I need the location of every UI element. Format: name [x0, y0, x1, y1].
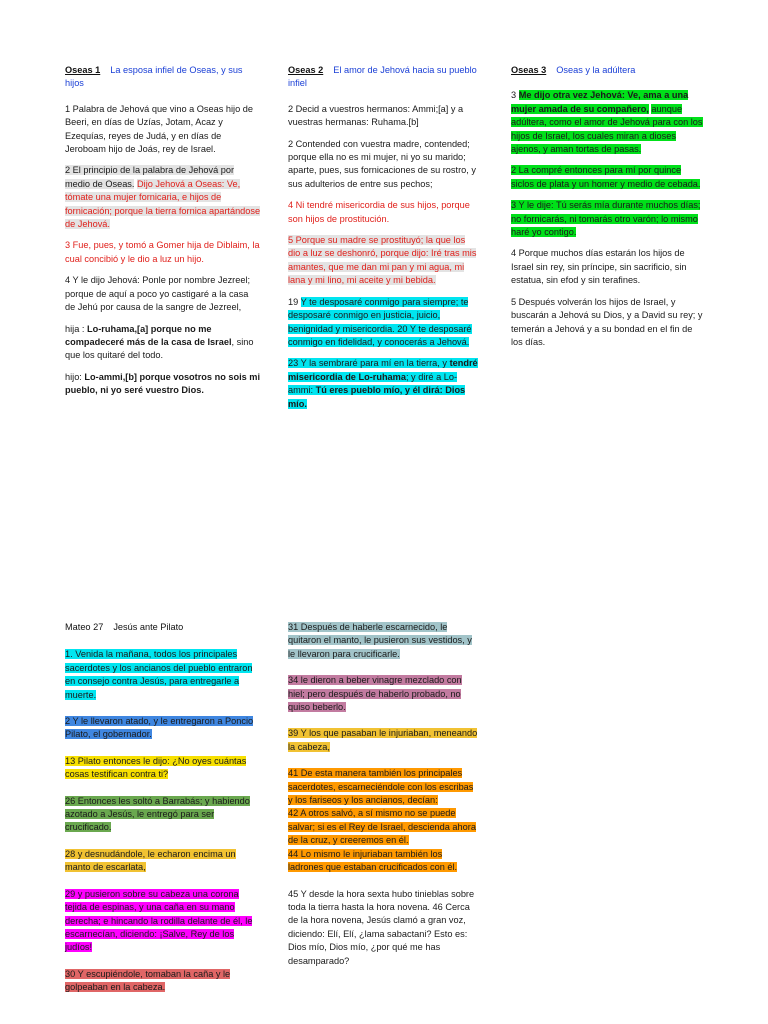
chapter-title: Oseas y la adúltera [556, 65, 636, 75]
verse-2b: 2 Contended con vuestra madre, contended; porque ella no es mi mujer, ni yo su marido; aparte, pues, sus fornicaciones de su rostro, y sus adulterios de entre sus pechos; [288, 138, 476, 189]
chapter-ref: Oseas 1 [65, 65, 101, 75]
mateo-27-column-1 [65, 621, 261, 1008]
chapter-title: El amor de Jehová hacia su pueblo infiel [288, 65, 477, 89]
verse-5: 5 Después volverán los hijos de Israel, y buscarán a Jehová su Dios, y a David su rey; y temerán a Jehová y a su bondad en el fin de los días. [511, 296, 703, 347]
verse-13 [65, 755, 261, 782]
verses-45-46: 45 Y desde la hora sexta hubo tinieblas sobre toda la tierra hasta la hora novena. 46 Cerca de la hora novena, Jesús clamó a gran voz, diciendo: Elí, Elí, ¿lama sabactani? Esto es: Dios mío, Dios mío, ¿por qué me has desamparado? [288, 888, 475, 966]
verse-31-text: 31 Después de haberle escarnecido, le quitaron el manto, le pusieron sus vestidos, y le llevaron para crucificarle. [288, 622, 472, 659]
verse-2 [65, 164, 261, 231]
verse-2-text: 2 La compré entonces para mí por quince siclos de plata y un homer y medio de cebada. [511, 165, 701, 189]
verse-30 [65, 968, 261, 995]
verse-23-a: 23 Y la sembraré para mí en la tierra, y [288, 358, 447, 369]
verse-19 [288, 296, 480, 350]
hijo-name: Lo-ammi,[b] porque vosotros no sois mi pueblo, ni yo seré vuestro Dios. [65, 371, 261, 396]
mateo-27-column-2 [288, 621, 480, 981]
verse-19-text: Y te desposaré conmigo para siempre; te desposaré conmigo en justicia, juicio, benignidad y misericordia. 20 Y te desposaré conmigo en fidelidad, y conocerás a Jehová. [288, 296, 472, 347]
oseas-2-column [288, 64, 480, 419]
hijo-label: hijo: [65, 371, 82, 382]
verse-28 [65, 848, 261, 875]
verse-5-text: 5 Porque su madre se prostituyó; la que los dio a luz se deshonró, porque dijo: Iré tras mis amantes, que me dan mi pan y mi agua, mi lana y mi lino, mi aceite y mi bebida. [288, 235, 477, 286]
oseas-3-column [511, 64, 703, 357]
verse-2 [65, 715, 261, 742]
verse-1-text: 1. Venida la mañana, todos los principales sacerdotes y los ancianos del pueblo entraron en consejo contra Jesús, para entregarle a muerte. [65, 649, 253, 700]
verse-3 [511, 199, 703, 239]
verse-4: 4 Porque muchos días estarán los hijos de Israel sin rey, sin príncipe, sin sacrificio, sin estatua, sin efod y sin terafines. [511, 248, 687, 286]
verse-5 [288, 234, 480, 288]
verse-23-c: ; y diré a Lo-ammi: [288, 371, 458, 396]
verse-3-text: 3 Y le dije: Tú serás mía durante muchos días; no fornicarás, ni tomarás otro varón; lo mismo haré yo contigo. [511, 200, 701, 238]
oseas-1-heading [65, 64, 261, 91]
verses-41-44 [288, 767, 480, 874]
verse-34 [288, 674, 480, 714]
verse-4: 4 Ni tendré misericordia de sus hijos, porque son hijos de prostitución. [288, 200, 470, 224]
verse-34-text: 34 le dieron a beber vinagre mezclado con hiel; pero después de haberlo probado, no quiso beberlo. [288, 675, 462, 713]
chapter-ref: Oseas 2 [288, 65, 324, 75]
oseas-3-heading [511, 64, 703, 77]
verse-23-text [288, 358, 478, 408]
verse-28-text: 28 y desnudándole, le echaron encima un manto de escarlata, [65, 848, 236, 873]
verse-1: 1 Palabra de Jehová que vino a Oseas hijo de Beeri, en días de Uzías, Jotam, Acaz y Ezequías, reyes de Judá, y en días de Jeroboam hijo de Joás, rey de Israel. [65, 103, 253, 155]
verse-41-text: 41 De esta manera también los principales sacerdotes, escarneciéndole con los escribas y los fariseos y los ancianos, decían: [288, 768, 474, 806]
verse-4: 4 Y le dijo Jehová: Ponle por nombre Jezreel; porque de aquí a poco yo castigaré a la casa de Jehú por causa de la sangre de Jezreel, [65, 275, 251, 313]
verse-3: 3 Fue, pues, y tomó a Gomer hija de Diblaim, la cual concibió y le dio a luz un hijo. [65, 240, 260, 264]
chapter-ref: Mateo 27 [65, 622, 104, 632]
verse-2 [511, 164, 703, 191]
verse-31 [288, 621, 480, 661]
verse-1-bold: Me dijo otra vez Jehová: Ve, ama a una mujer amada de su compañero, [511, 90, 689, 114]
verse-2: 2 Decid a vuestros hermanos: Ammi;[a] y a vuestras hermanas: Ruhama.[b] [288, 103, 464, 128]
verse-39 [288, 727, 480, 754]
verse-1-rest: aunque adúltera, como el amor de Jehová para con los hijos de Israel, los cuales miran a dioses ajenos, y aman tortas de pasas. [511, 103, 703, 155]
mateo-27-heading [65, 621, 261, 634]
oseas-2-heading [288, 64, 480, 91]
verse-1-number: 3 [511, 90, 517, 101]
verse-26-text: 26 Entonces les soltó a Barrabás; y habiendo azotado a Jesús, le entregó para ser crucificado. [65, 795, 250, 833]
hija-rest: , sino que los quitaré del todo. [65, 336, 254, 361]
verse-2-command: Dijo Jehová a Oseas: Ve, tómate una mujer fornicaria, e hijos de fornicación; porque la tierra fornica apartándose de Jehová. [65, 178, 261, 230]
verse-23-d: Tú eres pueblo mío, y él dirá: Dios mío. [288, 385, 466, 409]
verse-23 [288, 357, 480, 411]
hijo-note [65, 371, 261, 398]
chapter-title: La esposa infiel de Oseas, y sus hijos [65, 65, 243, 89]
verse-29 [65, 888, 261, 955]
verse-44-text: 44 Lo mismo le injuriaban también los ladrones que estaban crucificados con él. [288, 848, 458, 873]
verse-29-text: 29 y pusieron sobre su cabeza una corona tejida de espinas, y una caña en su mano derecha; e hincando la rodilla delante de él, le escarnecían, diciendo: ¡Salve, Rey de los judíos! [65, 888, 253, 953]
oseas-1-column [65, 64, 261, 406]
verse-30-text: 30 Y escupiéndole, tomaban la caña y le golpeaban en la cabeza. [65, 968, 231, 993]
verse-26 [65, 795, 261, 835]
verse-19-number: 19 [288, 296, 299, 307]
hija-name: Lo-ruhama,[a] porque no me compadeceré más de la casa de Israel [65, 323, 232, 347]
verse-42-text: 42 A otros salvó, a sí mismo no se puede salvar; si es el Rey de Israel, descienda ahora de la cruz, y creeremos en él. [288, 808, 476, 846]
verse-13-text: 13 Pilato entonces le dijo: ¿No oyes cuántas cosas testifican contra ti? [65, 755, 247, 780]
verse-1 [511, 89, 703, 156]
hija-note [65, 323, 261, 363]
verse-2-text: 2 Y le llevaron atado, y le entregaron a Poncio Pilato, el gobernador. [65, 716, 254, 740]
verse-1 [65, 648, 261, 702]
chapter-title: Jesús ante Pilato [113, 622, 184, 632]
chapter-ref: Oseas 3 [511, 65, 547, 75]
verse-23-b: tendré misericordia de Lo-ruhama [288, 358, 478, 382]
hija-label: hija : [65, 323, 85, 334]
verse-39-text: 39 Y los que pasaban le injuriaban, meneando la cabeza, [288, 728, 478, 752]
verse-2-intro: 2 El principio de la palabra de Jehová por medio de Oseas. [65, 165, 235, 189]
